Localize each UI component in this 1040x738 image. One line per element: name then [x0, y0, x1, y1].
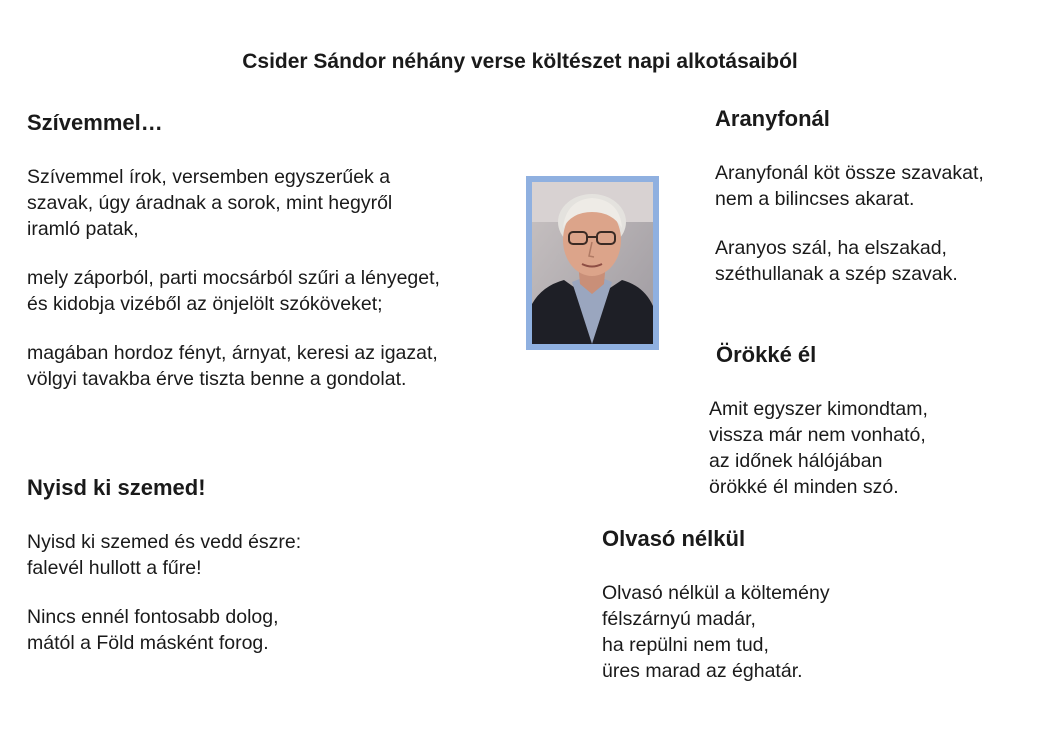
poem-stanza [715, 160, 984, 212]
poem-line: mától a Föld másként forog. [27, 632, 269, 654]
poem-line: Aranyos szál, ha elszakad, [715, 237, 947, 259]
poem-title: Szívemmel… [27, 110, 163, 135]
poem-line: Amit egyszer kimondtam, [709, 398, 928, 420]
poem-stanza [709, 396, 928, 500]
poem-title: Olvasó nélkül [602, 526, 746, 551]
poem-line: az időnek hálójában [709, 450, 883, 472]
poem-nyisd-ki-szemed [27, 475, 301, 656]
poem-olvaso-nelkul [602, 526, 830, 684]
poem-stanza [27, 164, 440, 242]
poem-line: iramló patak, [27, 218, 139, 240]
poem-line: mely záporból, parti mocsárból szűri a lényeget, [27, 267, 440, 289]
poem-title: Aranyfonál [715, 106, 830, 131]
poem-line: Aranyfonál köt össze szavakat, [715, 162, 984, 184]
poem-line: falevél hullott a fűre! [27, 557, 202, 579]
poem-szivemmel [27, 110, 440, 392]
poem-stanza [27, 340, 440, 392]
poem-stanza [27, 604, 301, 656]
poem-line: ha repülni nem tud, [602, 634, 769, 656]
poem-line: félszárnyú madár, [602, 608, 756, 630]
poem-line: örökké él minden szó. [709, 476, 899, 498]
poem-line: nem a bilincses akarat. [715, 188, 915, 210]
poem-aranyfonal [715, 106, 984, 287]
poem-line: Szívemmel írok, versemben egyszerűek a [27, 166, 391, 188]
poem-line: völgyi tavakba érve tiszta benne a gondolat. [27, 368, 407, 390]
poem-orokke-el [709, 342, 928, 500]
poem-line: és kidobja vizéből az önjelölt szóköveket; [27, 293, 383, 315]
poem-line: Olvasó nélkül a költemény [602, 582, 830, 604]
poem-line: magában hordoz fényt, árnyat, keresi az igazat, [27, 342, 438, 364]
author-portrait-icon [532, 182, 653, 344]
poem-title: Nyisd ki szemed! [27, 475, 206, 500]
poem-stanza [715, 235, 984, 287]
poem-line: Nincs ennél fontosabb dolog, [27, 606, 279, 628]
poem-line: üres marad az éghatár. [602, 660, 803, 682]
poem-stanza [602, 580, 830, 684]
poem-title: Örökké él [716, 342, 817, 367]
author-photo-frame [526, 176, 659, 350]
poem-stanza [27, 265, 440, 317]
poem-stanza [27, 529, 301, 581]
poem-line: szavak, úgy áradnak a sorok, mint hegyről [27, 192, 393, 214]
poem-line: vissza már nem vonható, [709, 424, 926, 446]
page-title: Csider Sándor néhány verse költészet napi alkotásaiból [242, 50, 798, 73]
poem-line: Nyisd ki szemed és vedd észre: [27, 531, 302, 553]
poem-line: széthullanak a szép szavak. [715, 263, 958, 285]
